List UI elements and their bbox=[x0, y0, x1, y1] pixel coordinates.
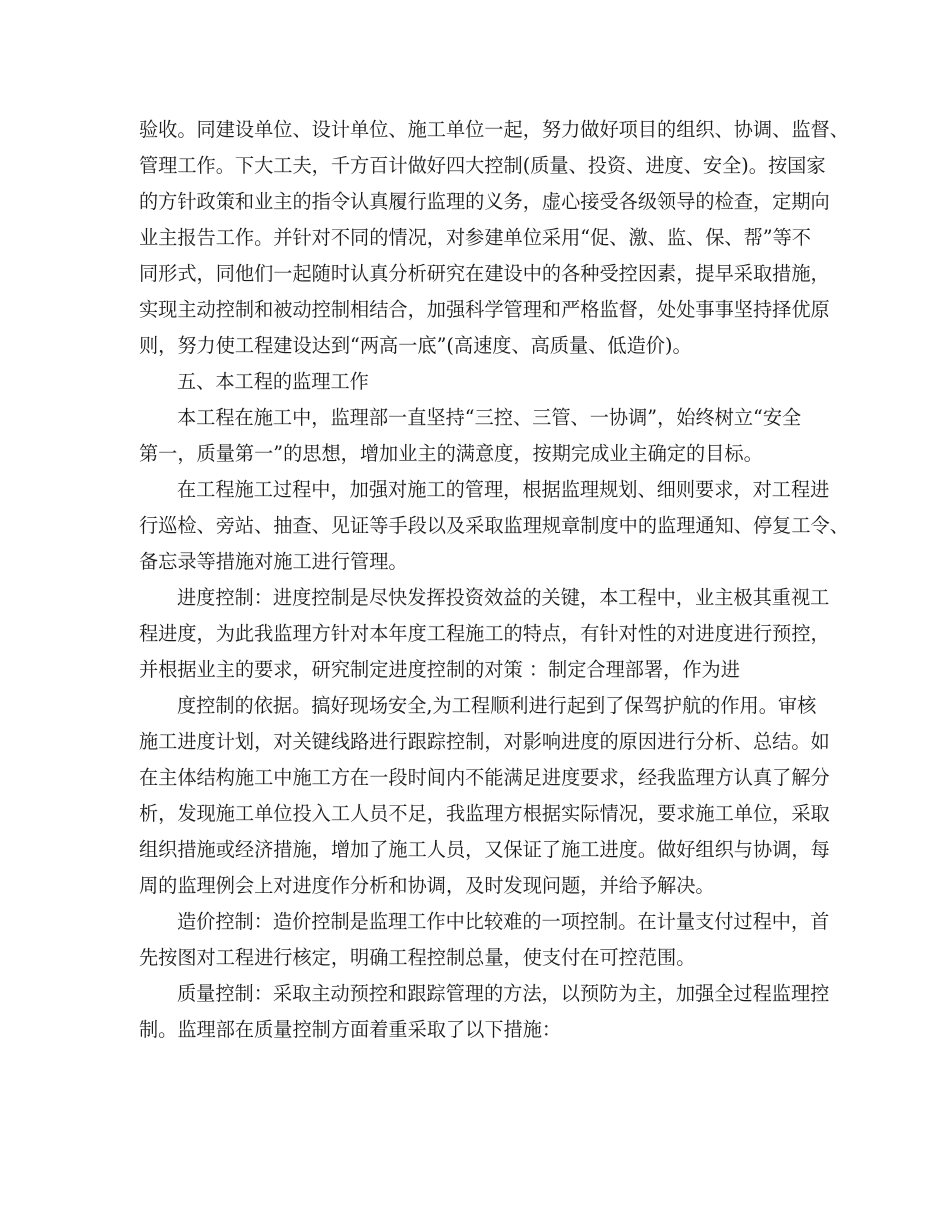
text-line: 先按图对工程进行核定，明确工程控制总量，使支付在可控范围。 bbox=[139, 946, 696, 969]
text-line: 同形式，同他们一起随时认真分析研究在建设中的各种受控因素，提早采取措施， bbox=[139, 262, 830, 285]
text-line: 业主报告工作。并针对不同的情况，对参建单位采用“促、激、监、保、帮”等不 bbox=[139, 226, 811, 249]
text-line: 第一，质量第一”的思想，增加业主的满意度，按期完成业主确定的目标。 bbox=[139, 442, 763, 465]
text-line: 验收。同建设单位、设计单位、施工单位一起，努力做好项目的组织、协调、监督、 bbox=[139, 118, 849, 141]
text-line: 施工进度计划，对关键线路进行跟踪控制，对影响进度的原因进行分析、总结。如 bbox=[139, 730, 830, 753]
text-line: 备忘录等措施对施工进行管理。 bbox=[139, 550, 408, 573]
text-line: 管理工作。下大工夫，千方百计做好四大控制(质量、投资、进度、安全)。按国家 bbox=[139, 154, 826, 177]
section-heading: 五、本工程的监理工作 bbox=[177, 370, 369, 393]
text-line: 程进度，为此我监理方针对本年度工程施工的特点，有针对性的对进度进行预控， bbox=[139, 622, 830, 645]
text-line: 组织措施或经济措施，增加了施工人员，又保证了施工进度。做好组织与协调，每 bbox=[139, 838, 830, 861]
text-line: 度控制的依据。搞好现场安全,为工程顺利进行起到了保驾护航的作用。审核 bbox=[177, 694, 817, 717]
text-line: 在主体结构施工中施工方在一段时间内不能满足进度要求，经我监理方认真了解分 bbox=[139, 766, 830, 789]
text-line: 析，发现施工单位投入工人员不足，我监理方根据实际情况，要求施工单位，采取 bbox=[139, 802, 830, 825]
text-line: 并根据业主的要求，研究制定进度控制的对策 ：制定合理部署，作为进 bbox=[139, 658, 740, 681]
text-line: 在工程施工过程中，加强对施工的管理，根据监理规划、细则要求，对工程进 bbox=[177, 478, 830, 501]
text-line: 质量控制：采取主动预控和跟踪管理的方法，以预防为主，加强全过程监理控 bbox=[177, 982, 830, 1005]
text-line: 则，努力使工程建设达到“两高一底”(高速度、高质量、低造价)。 bbox=[139, 334, 692, 357]
text-line: 制。监理部在质量控制方面着重采取了以下措施： bbox=[139, 1018, 562, 1041]
text-line: 的方针政策和业主的指令认真履行监理的义务，虚心接受各级领导的检查，定期向 bbox=[139, 190, 830, 213]
text-line: 进度控制：进度控制是尽快发挥投资效益的关键，本工程中，业主极其重视工 bbox=[177, 586, 830, 609]
text-line: 实现主动控制和被动控制相结合，加强科学管理和严格监督，处处事事坚持择优原 bbox=[139, 298, 830, 321]
text-line: 造价控制：造价控制是监理工作中比较难的一项控制。在计量支付过程中，首 bbox=[177, 910, 830, 933]
text-line: 本工程在施工中，监理部一直坚持“三控、三管、一协调”，始终树立“安全 bbox=[177, 406, 802, 429]
text-line: 周的监理例会上对进度作分析和协调，及时发现问题，并给予解决。 bbox=[139, 874, 715, 897]
text-line: 行巡检、旁站、抽查、见证等手段以及采取监理规章制度中的监理通知、停复工令、 bbox=[139, 514, 849, 537]
